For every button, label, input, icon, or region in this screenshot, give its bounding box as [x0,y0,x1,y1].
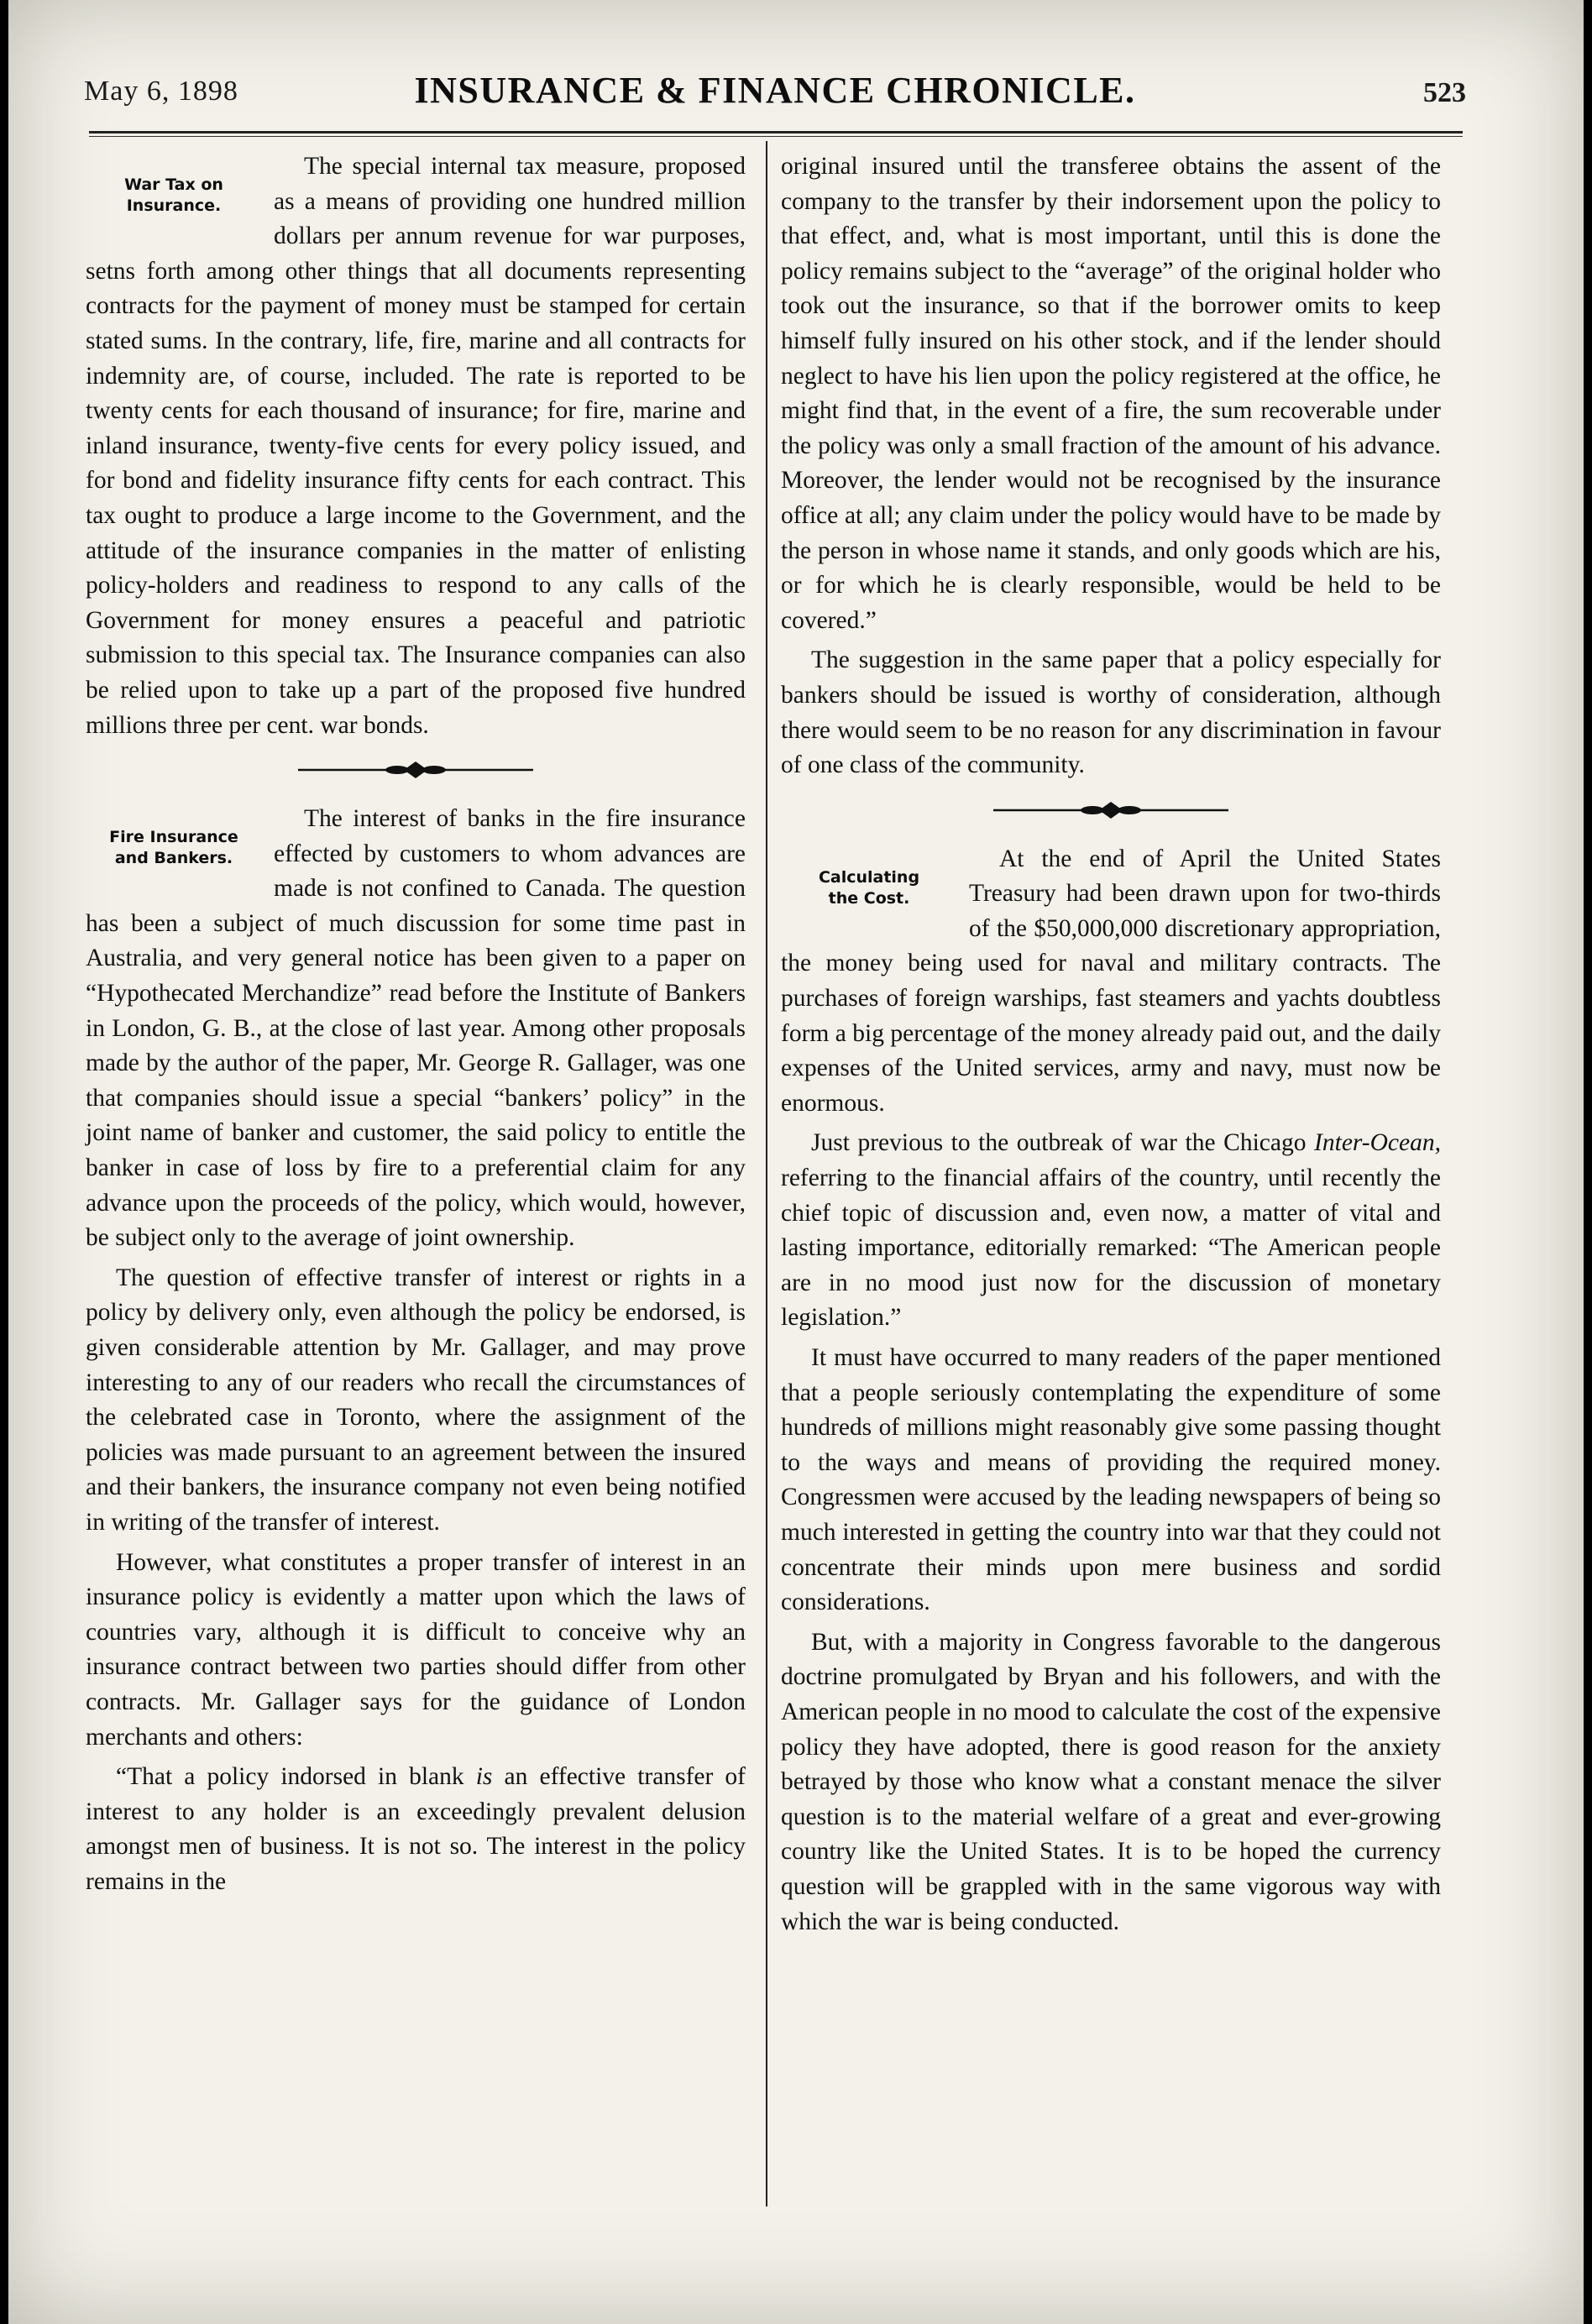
sidehead-fire-insurance: Fire Insurance and Bankers. [109,828,238,868]
header-date: May 6, 1898 [84,76,238,107]
calculating-p4: But, with a majority in Congress favorable to the dangerous doctrine promulgated by Bryan and his followers, and with the American people in no mood to calculate the cost of the expensive policy they have adopted, there is good reason for the anxiety betrayed by those who know what a constant menace the silver question is to the material welfare of a great and ever-growing country like the United States. It is to be hoped the currency question will be grappled with in the same vigorous way with which the war is being conducted. [781,1628,1441,1935]
article-fire-insurance [86,802,746,1899]
header-title: INSURANCE & FINANCE CHRONICLE. [414,70,1136,111]
ornament-rule-icon [993,795,1228,825]
sidehead-calculating-cost: Calculating the Cost. [818,867,920,908]
fire-insurance-p1: The interest of banks in the fire insurance effected by customers to whom advances are made is not confined to Canada. The question has been a subject of much discussion for some time past in Australia, and very general notice has been given to a paper on “Hypothecated Merchandize” read before the Institute of Bankers in London, G. B., at the close of last year. Among other proposals made by the author of the paper, Mr. George R. Gallager, was one that companies should issue a special “bankers’ policy” in the joint name of banker and customer, the said policy to entitle the banker in case of loss by fire to a preferential claim for any advance upon the proceeds of the policy, which would, however, be subject only to the average of joint ownership. [86,805,746,1252]
war-tax-paragraph: The special internal tax measure, proposed as a means of providing one hundred million dollars per annum revenue for war purposes, setns forth among other things that all documents representing contracts for the payment of money must be stamped for certain stated sums. In the contrary, life, fire, marine and all contracts for indemnity are, of course, included. The rate is reported to be twenty cents for each thousand of insurance; for fire, marine and inland insurance, twenty-five cents for every policy issued, and for bond and fidelity insurance fifty cents for each contract. This tax ought to produce a large income to the Government, and the attitude of the insurance companies in the matter of enlisting policy-holders and readiness to respond to any calls of the Government for money ensures a peaceful and patriotic submission to this special tax. The Insurance companies can also be relied upon to take up a part of the proposed five hundred millions three per cent. war bonds. [86,153,746,739]
ornament-rule-icon [298,755,533,785]
suggestion-paragraph: The suggestion in the same paper that a policy especially for bankers should be issued is worthy of consideration, although there would seem to be no reason for any discrimination in favour of one class of the community. [781,646,1441,779]
article-calculating-cost [781,842,1441,1939]
page-header [84,65,1466,124]
left-column [86,149,746,1905]
fire-insurance-p2: The question of effective transfer of interest or rights in a policy by delivery only, even although the policy be endorsed, is given considerable attention by Mr. Gallager, and may prove interesting to any of our readers who recall the circumstances of the celebrated case in Toronto, where the assignment of the policies was made pursuant to an agreement between the insured and their bankers, the insurance company not even being notified in writing of the transfer of interest. [86,1264,746,1536]
header-rule [89,131,1463,133]
article-war-tax [86,149,746,743]
fire-insurance-p3: However, what constitutes a proper transfer of interest in an insurance policy is evidently a matter upon which the laws of countries vary, although it is difficult to conceive why an insurance contract between two parties should differ from other contracts. Mr. Gallager says for the guidance of London merchants and others: [86,1548,746,1751]
calculating-p1: At the end of April the United States Treasury had been drawn upon for two-thirds of the $50,000,000 discretionary appropriation, the money being used for naval and military contracts. The purchases of foreign warships, fast steamers and yachts doubtless form a big percentage of the money already paid out, and the daily expenses of the United services, army and navy, must now be enormous. [781,845,1441,1117]
calculating-p2: Just previous to the outbreak of war the Chicago Inter-Ocean, referring to the financial affairs of the country, until recently the chief topic of discussion and, even now, a matter of vital and lasting importance, editorially remarked: “The American people are in no mood just now for the discussion of monetary legislation.” [781,1129,1441,1332]
section-ornament [86,755,746,785]
newspaper-page [8,0,1584,2324]
right-column [781,149,1441,1945]
section-ornament-right [781,795,1441,825]
sidehead-war-tax: War Tax on Insurance. [124,175,223,215]
calculating-p3: It must have occurred to many readers of the paper mentioned that a people seriously contemplating the expenditure of some hundreds of millions might reasonably give some passing thought to the ways and means of providing the required money. Congressmen were accused by the leading newspapers of being so much interested in getting the country into war that they could not concentrate their minds upon mere business and sordid considerations. [781,1344,1441,1616]
fire-insurance-p4: “That a policy indorsed in blank is an effective transfer of interest to any holder is an exceedingly prevalent delusion amongst men of business. It is not so. The interest in the policy remains in the [86,1763,746,1895]
header-rule-thin [89,136,1463,137]
page-number: 523 [1423,77,1466,108]
continuation-paragraph: original insured until the transferee obtains the assent of the company to the transfer by their indorsement upon the policy to that effect, and, what is most important, until this is done the policy remains subject to the “average” of the original holder who took out the insurance, so that if the borrower omits to keep himself fully insured on his other stock, and if the lender should neglect to have his lien upon the policy registered at the office, he might find that, in the event of a fire, the sum recoverable under the policy was only a small fraction of the amount of his advance. Moreover, the lender would not be recognised by the insurance office at all; any claim under the policy would have to be made by the person in whose name it stands, and only goods which are his, or for which he is clearly responsible, would be held to be covered.” [781,153,1441,634]
column-divider [766,141,767,2206]
